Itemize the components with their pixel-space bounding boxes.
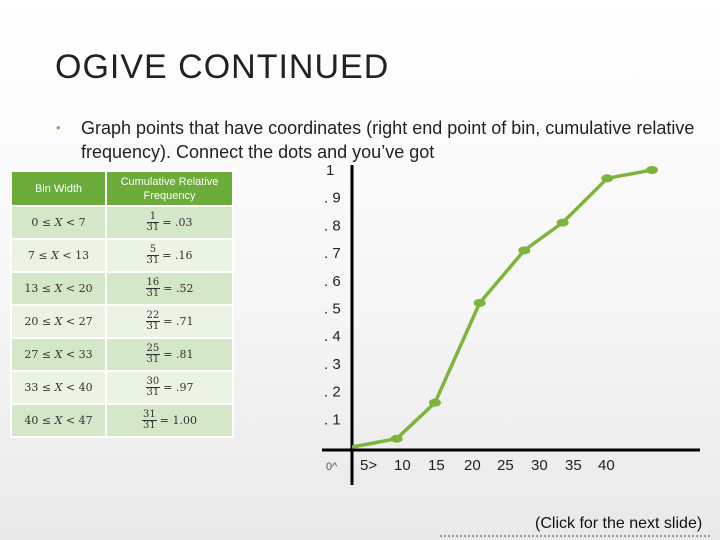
y-tick-label: . 7 <box>324 245 341 263</box>
x-tick-label: 15 <box>428 457 445 474</box>
bin-cell: 33 ≤ X < 40 <box>11 371 106 404</box>
bullet-text: Graph points that have coordinates (right end point of bin, cumulative relative frequency). Connect the dots and you’ve got <box>81 118 695 162</box>
data-point <box>391 435 403 443</box>
y-tick-label: . 9 <box>324 189 341 207</box>
data-point <box>646 166 658 174</box>
bullet-dot-icon: • <box>56 120 61 135</box>
fraction: $\frac{30}{31}$ <box>146 376 160 398</box>
ogive-line <box>352 170 652 447</box>
header-bin-width: Bin Width <box>11 171 106 206</box>
header-cumulative-relative-frequency: Cumulative Relative Frequency <box>106 171 233 206</box>
bin-cell: 13 ≤ X < 20 <box>11 272 106 305</box>
fraction: $\frac{22}{31}$ <box>146 310 160 332</box>
data-point <box>601 174 613 182</box>
y-tick-label: . 4 <box>324 328 341 346</box>
fraction: $\frac{5}{31}$ <box>146 244 160 266</box>
y-tick-label: . 2 <box>324 383 341 401</box>
y-tick-label: . 1 <box>324 411 341 429</box>
x-tick-label: 20 <box>464 457 481 474</box>
y-tick-label: 1 <box>326 162 335 179</box>
cumulative-frequency-cell: $\frac{30}{31}$ = .97 <box>106 371 233 404</box>
x-tick-label: 0^ <box>326 461 338 473</box>
y-tick-label: . 8 <box>324 217 341 235</box>
x-tick-label: 40 <box>598 457 615 474</box>
y-tick-label: . 3 <box>324 355 341 373</box>
y-tick-label: . 5 <box>324 300 341 318</box>
fraction: $\frac{25}{31}$ <box>146 343 160 365</box>
bin-cell: 7 ≤ X < 13 <box>11 239 106 272</box>
bin-cell: 20 ≤ X < 27 <box>11 305 106 338</box>
bin-cell: 40 ≤ X < 47 <box>11 404 106 437</box>
cumulative-frequency-cell: $\frac{1}{31}$ = .03 <box>106 206 233 239</box>
cumulative-frequency-cell: $\frac{5}{31}$ = .16 <box>106 239 233 272</box>
cumulative-frequency-cell: $\frac{22}{31}$ = .71 <box>106 305 233 338</box>
data-point <box>557 219 569 227</box>
x-tick-label: 30 <box>531 457 548 474</box>
footer-dotted-divider <box>440 535 710 537</box>
bin-cell: 27 ≤ X < 33 <box>11 338 106 371</box>
cumulative-frequency-cell: $\frac{16}{31}$ = .52 <box>106 272 233 305</box>
y-tick-label: . 6 <box>324 272 341 290</box>
x-tick-label: 5> <box>360 457 378 474</box>
data-point <box>429 399 441 407</box>
fraction: $\frac{16}{31}$ <box>146 277 160 299</box>
fraction: $\frac{1}{31}$ <box>146 211 160 233</box>
x-tick-label: 35 <box>565 457 582 474</box>
page-title: OGIVE CONTINUED <box>55 48 390 86</box>
x-tick-label: 25 <box>497 457 514 474</box>
bin-cell: 0 ≤ X < 7 <box>11 206 106 239</box>
data-point <box>474 299 486 307</box>
fraction: $\frac{31}{31}$ <box>143 409 156 431</box>
cumulative-frequency-cell: $\frac{25}{31}$ = .81 <box>106 338 233 371</box>
cumulative-frequency-cell: $\frac{31}{31}$ = 1.00 <box>106 404 233 437</box>
data-point <box>518 246 530 254</box>
x-tick-label: 10 <box>394 457 411 474</box>
click-next-slide-note[interactable]: (Click for the next slide) <box>535 515 703 532</box>
